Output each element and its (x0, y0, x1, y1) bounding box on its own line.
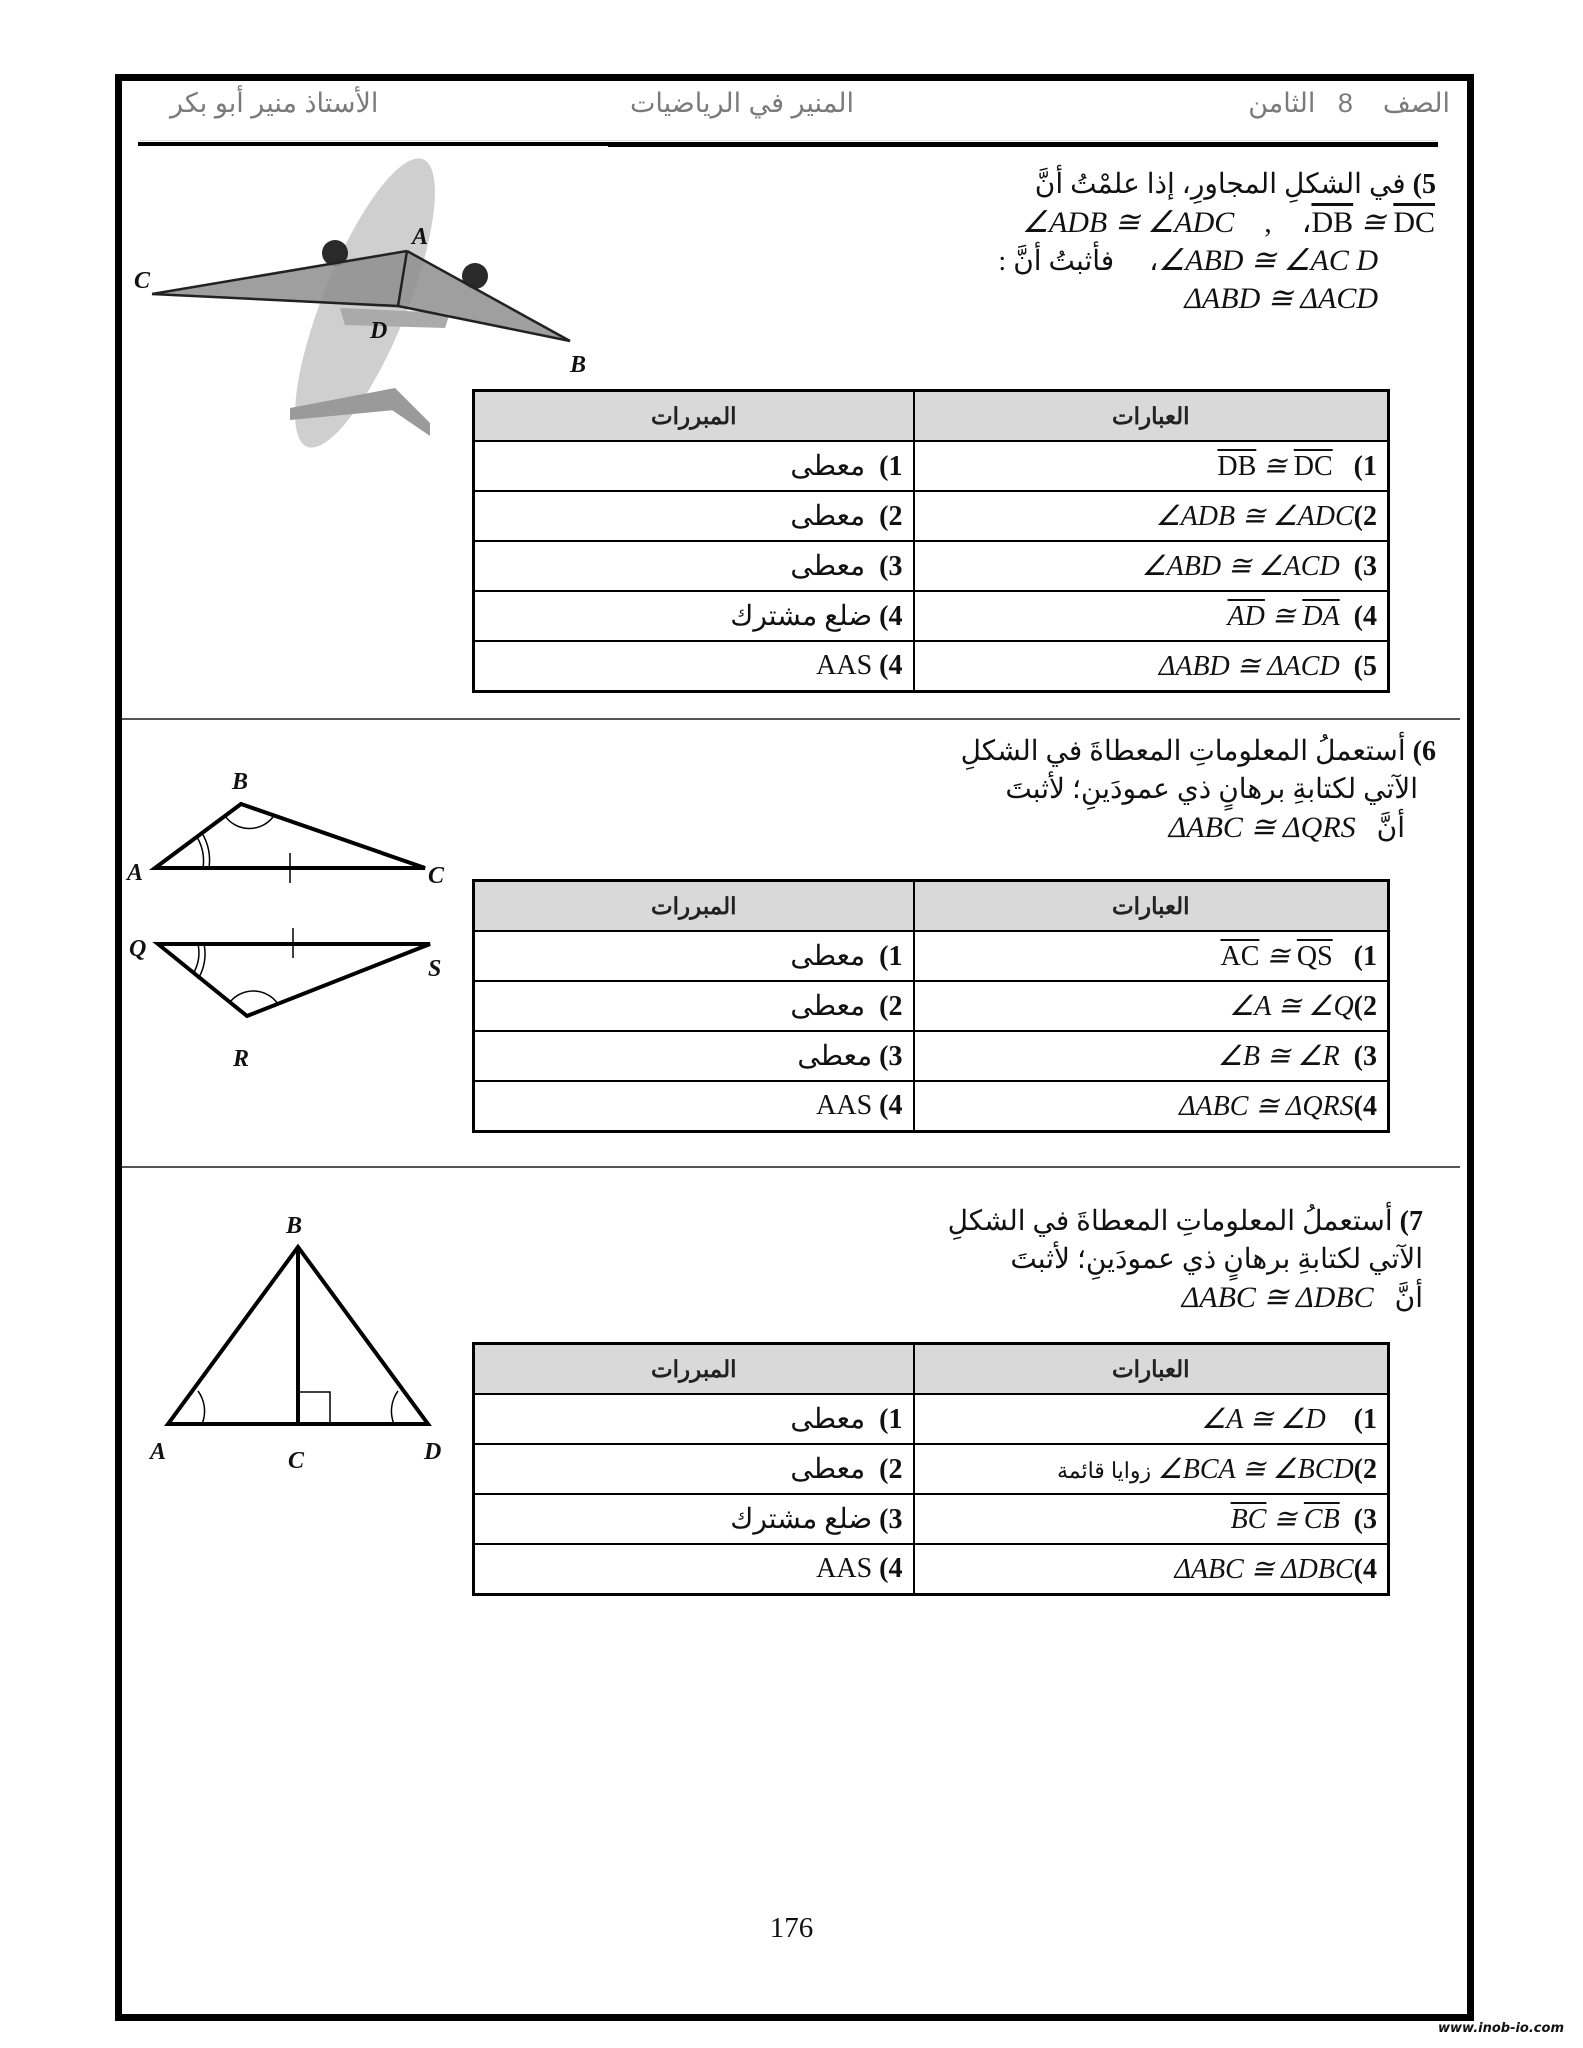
statement-cell: 3) ∠B ≅ ∠R (914, 1031, 1389, 1081)
q5-given-segments (1311, 206, 1435, 239)
statement-text: ΔABD ≅ ΔACD (1158, 651, 1340, 682)
row-number: 2 (888, 501, 903, 532)
statement-text: ∠ABD ≅ ∠ACD (1141, 551, 1340, 582)
header-grade (1248, 88, 1450, 119)
triangle-abd-figure (140, 1195, 460, 1485)
statement-text: ∠B ≅ ∠R (1217, 1041, 1340, 1072)
table-row (474, 1394, 1389, 1444)
row-number: 1 (888, 1404, 903, 1435)
row-number: 4 (888, 1553, 903, 1584)
row-number: 2 (1363, 1454, 1377, 1485)
segment: $\overline{DB}$ (1217, 451, 1257, 482)
label-a: A (127, 860, 144, 886)
section-divider (122, 718, 1460, 720)
table-row (474, 491, 1389, 541)
q5-given-angle2: ∠ABD ≅ ∠AC D (1158, 244, 1378, 277)
reason-cell: 2) معطى (474, 981, 914, 1031)
q6-number: 6) (1412, 736, 1436, 767)
table-row (474, 931, 1389, 981)
row-number: 3 (1363, 1504, 1377, 1535)
row-number: 1 (888, 451, 903, 482)
grade-label: الصف (1382, 88, 1450, 118)
angle-q-arc-1 (193, 944, 199, 974)
statement-cell: 3) ∠ABD ≅ ∠ACD (914, 541, 1389, 591)
reason-text: معطى (790, 991, 866, 1022)
reason-cell: 3) ضلع مشترك (474, 1494, 914, 1544)
reason-text: ضلع مشترك (730, 601, 873, 632)
label-b: B (232, 769, 249, 795)
reason-text: معطى (790, 501, 866, 532)
header-statements: العبارات (914, 1344, 1389, 1395)
label-c: C (288, 1448, 305, 1474)
q7-line2: الآتي لكتابةِ برهانٍ ذي عمودَينِ؛ لأثبتَ (1010, 1244, 1423, 1275)
statement-cell: 3) $\overline{BC}$ ≅ $\overline{CB}$ (914, 1494, 1389, 1544)
q6-line2: الآتي لكتابةِ برهانٍ ذي عمودَينِ؛ لأثبتَ (1005, 774, 1418, 805)
segment: $\overline{QS}$ (1296, 941, 1333, 972)
row-number: 3 (888, 551, 903, 582)
reason-text: AAS (816, 650, 873, 681)
q7-prove-statement: ΔABC ≅ ΔDBC (1181, 1281, 1374, 1314)
cong-symbol: ≅ (1271, 601, 1296, 632)
arabic-comma: ، (1149, 246, 1159, 277)
row-number: 1 (888, 941, 903, 972)
reason-cell: AAS (4 (474, 1081, 914, 1132)
teacher-name: الأستاذ منير أبو بكر (170, 88, 379, 118)
header-rule-left (138, 142, 608, 146)
q5-line3 (998, 242, 1378, 281)
q5-line4 (1184, 280, 1378, 319)
statement-text: ΔABC ≅ ΔQRS (1179, 1091, 1354, 1122)
row-number: 5 (1363, 651, 1377, 682)
table-row (474, 1081, 1389, 1132)
label-a: A (150, 1439, 167, 1465)
statement-cell: 4)ΔABC ≅ ΔQRS (914, 1081, 1389, 1132)
table-row (474, 591, 1389, 641)
table-row (474, 441, 1389, 491)
row-number: 4 (1363, 1554, 1377, 1585)
reason-text: معطى (797, 1041, 873, 1072)
table-row (474, 541, 1389, 591)
row-number: 2 (888, 991, 903, 1022)
book-title: المنير في الرياضيات (630, 88, 855, 118)
reason-cell: 1) معطى (474, 931, 914, 981)
q7-proof-table (472, 1342, 1390, 1596)
reason-text: معطى (790, 1454, 866, 1485)
q6-intro-1: أستعملُ المعلوماتِ المعطاةَ في الشكلِ (960, 736, 1406, 767)
angle-b-arc (225, 816, 273, 829)
cong-symbol: ≅ (1263, 451, 1287, 482)
reason-cell: 3) معطى (474, 1031, 914, 1081)
page-number: 176 (769, 1912, 814, 1944)
q5-line2 (1022, 204, 1435, 242)
angle-d-arc (391, 1391, 398, 1424)
statement-cell: 1) ∠A ≅ ∠D (914, 1394, 1389, 1444)
segment: $\overline{BC}$ (1230, 1504, 1267, 1535)
row-number: 3 (888, 1041, 903, 1072)
angle-r-arc (230, 991, 278, 1004)
segment: $\overline{AC}$ (1220, 941, 1260, 972)
q7-intro-1: أستعملُ المعلوماتِ المعطاةَ في الشكلِ (947, 1206, 1393, 1237)
table-row (474, 981, 1389, 1031)
q5-prove-statement: ΔABD ≅ ΔACD (1184, 282, 1378, 315)
q7-that: أنَّ (1394, 1283, 1423, 1314)
reason-text: معطى (790, 1404, 866, 1435)
q6-line1 (961, 733, 1436, 771)
label-a: A (412, 224, 429, 250)
cong-symbol: ≅ (1273, 1504, 1297, 1535)
q6-prove-statement: ΔABC ≅ ΔQRS (1168, 811, 1356, 844)
statement-cell: 4)ΔABC ≅ ΔDBC (914, 1544, 1389, 1595)
statement-cell: 1) $\overline{AC}$ ≅ $\overline{QS}$ (914, 931, 1389, 981)
label-c: C (428, 863, 445, 889)
table-row (474, 1031, 1389, 1081)
statement-cell: 5) ΔABD ≅ ΔACD (914, 641, 1389, 692)
row-number: 4 (888, 650, 903, 681)
label-d: D (424, 1439, 442, 1465)
grade-number: 8 (1337, 88, 1353, 118)
row-number: 1 (1363, 1404, 1377, 1435)
q6-proof-table (472, 879, 1390, 1133)
grade-name: الثامن (1248, 88, 1316, 118)
row-number: 4 (888, 601, 903, 632)
reason-text: معطى (790, 451, 866, 482)
q7-line3 (1182, 1279, 1423, 1318)
row-number: 3 (888, 1504, 903, 1535)
angle-a-arc (198, 1391, 205, 1424)
statement-cell: 4) $\overline{AD}$ ≅ $\overline{DA}$ (914, 591, 1389, 641)
row-number: 2 (1363, 501, 1377, 532)
angle-a-arc-1 (197, 837, 203, 868)
reason-text: ضلع مشترك (730, 1504, 873, 1535)
statement-text: ∠A ≅ ∠D (1201, 1404, 1326, 1435)
triangles-abc-qrs-figure (125, 750, 455, 1070)
reason-cell: 2) معطى (474, 491, 914, 541)
row-number: 3 (1363, 1041, 1377, 1072)
statement-cell: 2)∠A ≅ ∠Q (914, 981, 1389, 1031)
table-row (474, 641, 1389, 692)
label-d: D (370, 318, 388, 344)
q7-line1 (948, 1203, 1423, 1241)
cong-symbol: ≅ (1360, 206, 1386, 239)
statement-text: ∠BCA ≅ ∠BCD (1157, 1454, 1354, 1485)
q5-line1 (1035, 166, 1436, 204)
statement-cell: 1) $\overline{DB}$ ≅ $\overline{DC}$ (914, 441, 1389, 491)
right-angle-marker (298, 1392, 330, 1424)
watermark: www.inob-io.com (1438, 2021, 1564, 2036)
row-number: 2 (1363, 991, 1377, 1022)
reason-cell: 3) معطى (474, 541, 914, 591)
label-b: B (286, 1213, 303, 1239)
reason-cell: AAS (4 (474, 1544, 914, 1595)
label-r: R (233, 1046, 250, 1072)
cong-symbol: ≅ (1266, 941, 1290, 972)
segment: $\overline{DA}$ (1302, 601, 1340, 632)
statement-suffix: زوايا قائمة (1056, 1458, 1152, 1483)
reason-text: AAS (816, 1553, 873, 1584)
label-c: C (134, 268, 151, 294)
table-header-row (474, 1344, 1389, 1395)
header-reasons: المبررات (474, 1344, 914, 1395)
header-reasons: المبررات (474, 881, 914, 932)
reason-cell: AAS (4 (474, 641, 914, 692)
reason-text: AAS (816, 1090, 873, 1121)
header-statements: العبارات (914, 881, 1389, 932)
header-rule-thin (138, 140, 1438, 141)
segment: $\overline{DC}$ (1293, 451, 1333, 482)
seg-dc: $\overline{DC}$ (1393, 206, 1435, 239)
row-number: 1 (1363, 941, 1377, 972)
reason-text: معطى (790, 941, 866, 972)
statement-cell: 2)∠BCA ≅ ∠BCD زوايا قائمة (914, 1444, 1389, 1494)
row-number: 3 (1363, 551, 1377, 582)
table-row (474, 1494, 1389, 1544)
reason-cell: 1) معطى (474, 1394, 914, 1444)
label-s: S (428, 956, 442, 982)
q7-number: 7) (1399, 1206, 1423, 1237)
row-number: 4 (1363, 601, 1377, 632)
header-statements: العبارات (914, 391, 1389, 442)
row-number: 4 (1363, 1091, 1377, 1122)
arabic-comma: ، (1301, 206, 1312, 239)
q6-line3 (1169, 809, 1405, 848)
label-b: B (570, 352, 587, 378)
q5-intro: في الشكلِ المجاورِ، إذا علمْتُ أنَّ (1034, 169, 1406, 200)
row-number: 2 (888, 1454, 903, 1485)
table-header-row (474, 881, 1389, 932)
section-divider (122, 1166, 1460, 1168)
statement-text: ∠ADB ≅ ∠ADC (1155, 501, 1354, 532)
segment: $\overline{AD}$ (1227, 601, 1265, 632)
q5-given-angle: ∠ADB ≅ ∠ADC (1022, 206, 1235, 239)
table-row (474, 1544, 1389, 1595)
reason-cell: 4) ضلع مشترك (474, 591, 914, 641)
header-rule-right (608, 142, 1438, 147)
q5-prove-label: فأثبتُ أنَّ : (998, 246, 1115, 277)
table-header-row (474, 391, 1389, 442)
reason-cell: 1) معطى (474, 441, 914, 491)
header-reasons: المبررات (474, 391, 914, 442)
table-row (474, 1444, 1389, 1494)
reason-text: معطى (790, 551, 866, 582)
label-q: Q (129, 936, 147, 962)
reason-cell: 2) معطى (474, 1444, 914, 1494)
statement-text: ∠A ≅ ∠Q (1229, 991, 1354, 1022)
statement-cell: 2)∠ADB ≅ ∠ADC (914, 491, 1389, 541)
statement-text: ΔABC ≅ ΔDBC (1174, 1554, 1354, 1585)
q6-that: أنَّ (1376, 813, 1405, 844)
q5-number: 5) (1412, 169, 1436, 200)
segment: $\overline{CB}$ (1303, 1504, 1340, 1535)
row-number: 4 (888, 1090, 903, 1121)
comma: , (1264, 206, 1272, 239)
seg-db: $\overline{DB}$ (1311, 206, 1354, 239)
q5-proof-table (472, 389, 1390, 693)
row-number: 1 (1363, 451, 1377, 482)
